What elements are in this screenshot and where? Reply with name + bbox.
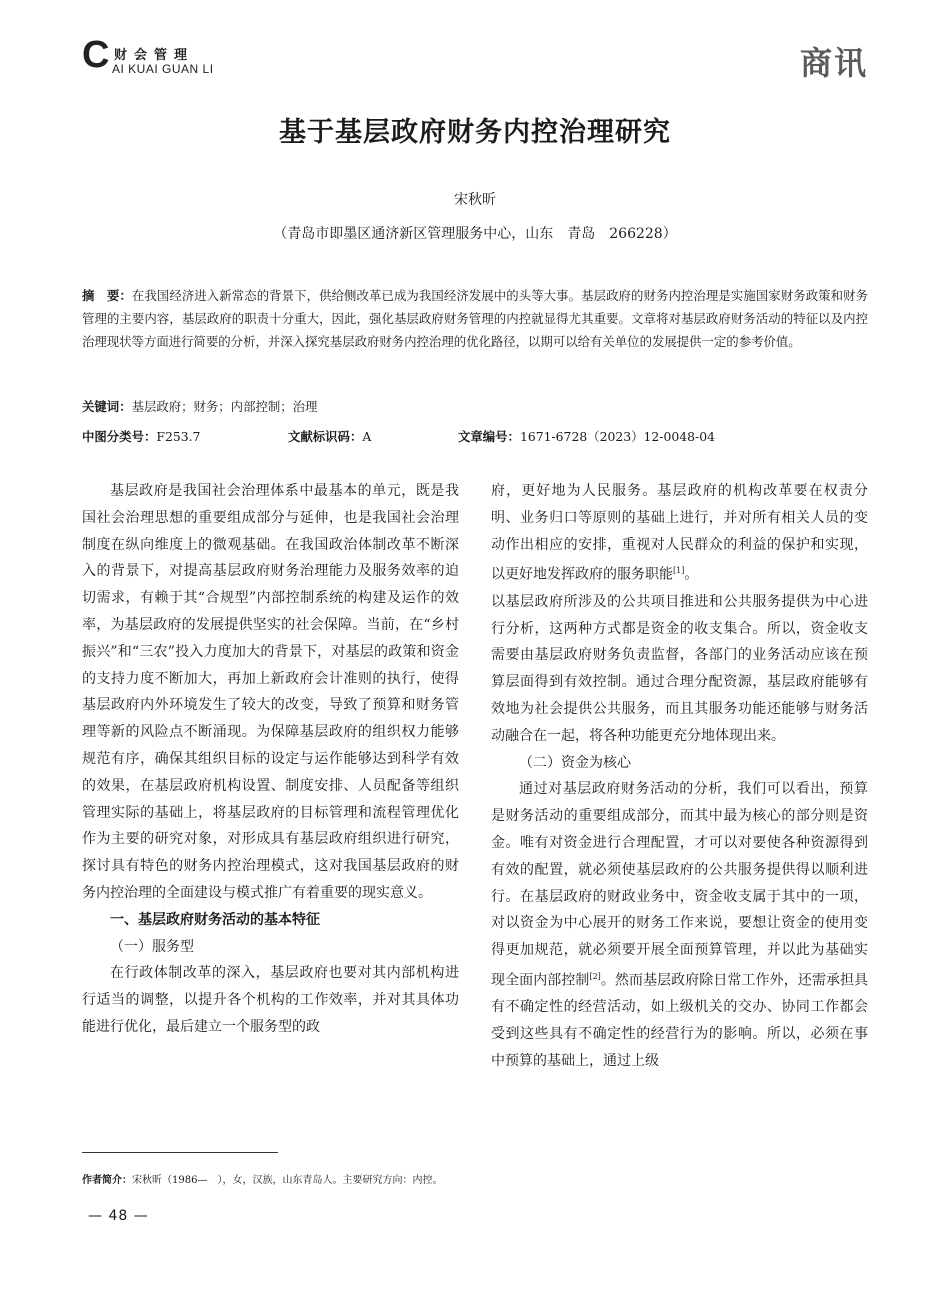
keywords [82, 397, 317, 415]
body-paragraph: 在行政体制改革的深入，基层政府也要对其内部机构进行适当的调整，以提升各个机构的工作效率，并对其具体功能进行优化，最后建立一个服务型的政 [82, 965, 459, 1035]
body-column-right [491, 478, 868, 1075]
logo-chinese-name: 财会管理 [114, 48, 195, 63]
body-paragraph [491, 478, 868, 589]
clc-value: F253.7 [156, 429, 201, 444]
body-paragraph-text: 通过对基层政府财务活动的分析，我们可以看出，预算是财务活动的重要组成部分，而其中最为核心的部分则是资金。唯有对资金进行合理配置，才可以对要使各种资源得到有效的配置，就必须使基层政府的公共服务提供得以顺利进行。在基层政府的财政业务中，资金收支属于其中的一项，对以资金为中心展开的财务工作来说，要想让资金的使用变得更加规范，就必须要开展全面预算管理，并以此为基础实现全面内部控制 [491, 781, 868, 989]
author-footnote [82, 1171, 442, 1186]
abstract [82, 284, 868, 353]
article-author: 宋秋昕 [454, 192, 496, 208]
body-paragraph-text: 府，更好地为人民服务。基层政府的机构改革要在权责分明、业务归口等原则的基础上进行，并对所有相关人员的变动作出相应的安排，重视对人民群众的利益的保护和实现，以更好地发挥政府的服务职能 [491, 483, 868, 584]
article-number-label: 文章编号： [458, 429, 520, 444]
body-column-left [82, 478, 459, 1041]
body-paragraph-end: 。 [684, 567, 699, 584]
document-code [288, 427, 371, 445]
page-number: — 48 — [88, 1208, 149, 1224]
footnote-label: 作者简介： [82, 1175, 132, 1186]
subsection-heading: （一）服务型 [110, 938, 194, 955]
body-paragraph [491, 776, 868, 1074]
body-paragraph: 以基层政府所涉及的公共项目推进和公共服务提供为中心进行分析，这两种方式都是资金的收支集合。所以，资金收支需要由基层政府财务负责监督，各部门的业务活动应该在预算层面得到有效控制。通过合理分配资源，基层政府能够有效地为社会提供公共服务，而且其服务功能还能够与财务活动融合在一起，将各种功能更充分地体现出来。 [491, 593, 868, 744]
clc-number [82, 427, 200, 445]
section-heading: 一、基层政府财务活动的基本特征 [110, 911, 320, 928]
keywords-text: 基层政府；财务；内部控制；治理 [131, 399, 318, 414]
document-code-value: A [362, 429, 372, 444]
abstract-text: 在我国经济进入新常态的背景下，供给侧改革已成为我国经济发展中的头等大事。基层政府的财务内控治理是实施国家财务政策和财务管理的主要内容，基层政府的职责十分重大，因此，强化基层政府财务管理的内控就显得尤其重要。文章将对基层政府财务活动的特征以及内控治理现状等方面进行简要的分析，并深入探究基层政府财务内控治理的优化路径，以期可以给有关单位的发展提供一定的参考价值。 [82, 288, 869, 349]
logo-initial: C [82, 34, 110, 76]
article-number [458, 427, 715, 445]
logo-english-name: AI KUAI GUAN LI [112, 62, 214, 76]
article-title: 基于基层政府财务内控治理研究 [279, 117, 671, 148]
clc-label: 中图分类号： [82, 429, 157, 444]
body-paragraph-end: 。然而基层政府除日常工作外，还需承担具有不确定性的经营活动，如上级机关的交办、协同工作都会受到这些具有不确定性的经营行为的影响。所以，必须在事中预算的基础上，通过上级 [491, 972, 869, 1070]
citation-ref: [2] [589, 972, 601, 981]
footnote-text: 宋秋昕（1986— ），女，汉族，山东青岛人。主要研究方向：内控。 [132, 1175, 443, 1186]
subsection-heading: （二）资金为核心 [519, 754, 631, 771]
citation-ref: [1] [673, 566, 685, 576]
abstract-label: 摘 要： [82, 288, 132, 303]
article-number-value: 1671-6728（2023）12-0048-04 [519, 429, 715, 444]
column-name: 商讯 [799, 44, 868, 82]
keywords-label: 关键词： [82, 399, 132, 414]
body-paragraph: 基层政府是我国社会治理体系中最基本的单元，既是我国社会治理思想的重要组成部分与延伸，也是我国社会治理制度在纵向维度上的微观基础。在我国政治体制改革不断深入的背景下，对提高基层政府财务治理能力及服务效率的迫切需求，有赖于其“合规型”内部控制系统的构建及运作的效率，为基层政府的发展提供坚实的社会保障。当前，在“乡村振兴”和“三农”投入力度加大的背景下，对基层的政策和资金的支持力度不断加大，再加上新政府会计准则的执行，使得基层政府内外环境发生了较大的改变，导致了预算和财务管理等新的风险点不断涌现。为保障基层政府的组织权力能够规范有序，确保其组织目标的设定与运作能够达到科学有效的效果，在基层政府机构设置、制度安排、人员配备等组织管理实际的基础上，将基层政府的目标管理和流程管理优化作为主要的研究对象，对形成具有基层政府组织进行研究，探讨具有特色的财务内控治理模式，这对我国基层政府的财务内控治理的全面建设与模式推广有着重要的现实意义。 [82, 483, 459, 901]
footnote-divider [82, 1152, 278, 1153]
document-code-label: 文献标识码： [288, 429, 363, 444]
author-affiliation: （青岛市即墨区通济新区管理服务中心，山东 青岛 266228） [273, 226, 677, 242]
